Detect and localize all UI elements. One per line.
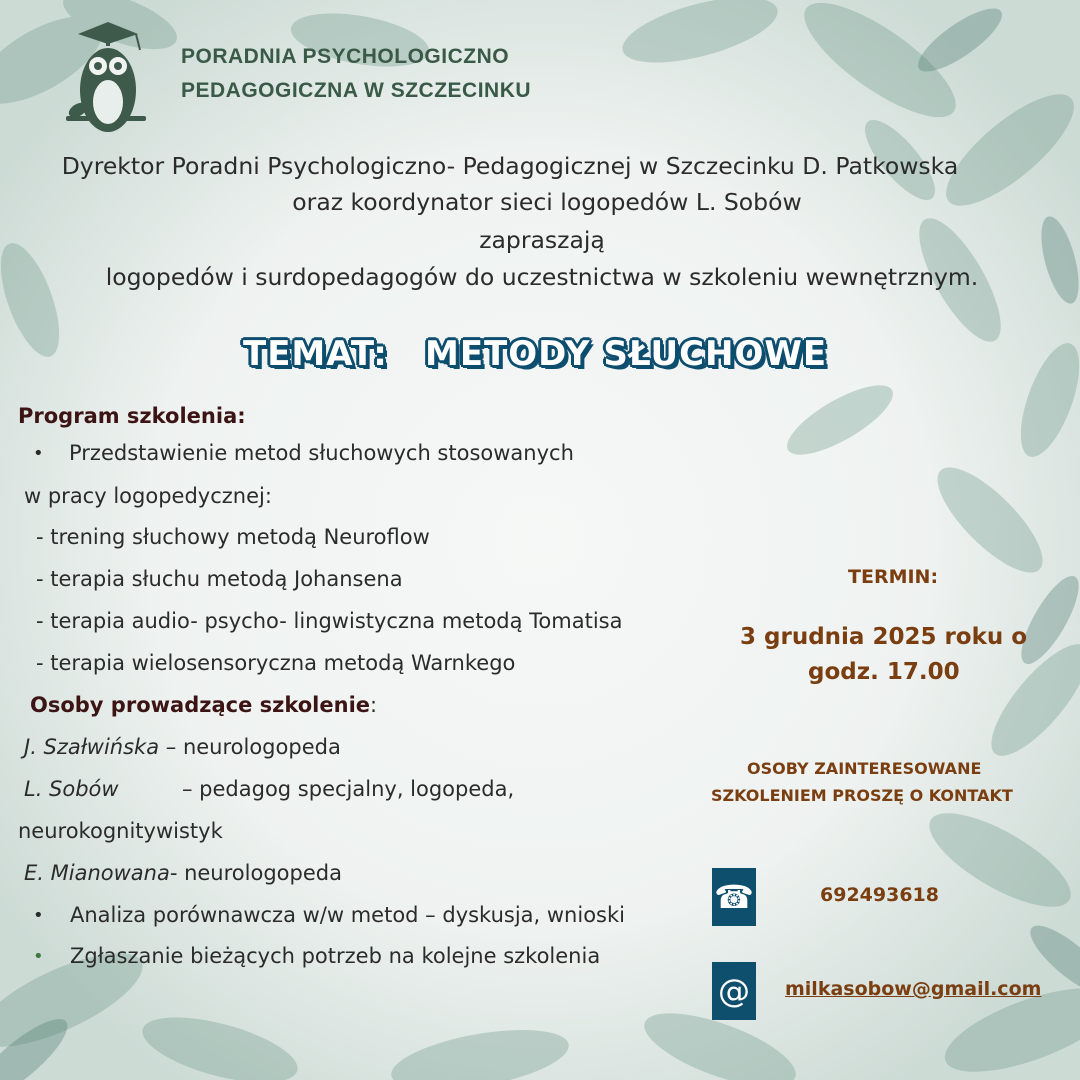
presenter-2-name-text: L. Sobów bbox=[24, 777, 119, 801]
bullet-1-icon: • bbox=[33, 443, 44, 464]
contact-line-1: OSOBY ZAINTERESOWANE bbox=[747, 759, 982, 778]
presenter-3-role: - neurologopeda bbox=[169, 861, 342, 885]
presenter-2-role-cont: neurokognitywistyk bbox=[18, 819, 223, 843]
phone-icon: ☎ bbox=[712, 868, 756, 926]
presenters-heading-colon: : bbox=[370, 693, 378, 717]
intro-line-3: zapraszają bbox=[479, 226, 605, 254]
bullet-3-icon: • bbox=[33, 946, 44, 967]
presenters-heading bbox=[30, 693, 377, 717]
termin-label: TERMIN: bbox=[848, 566, 939, 588]
email-icon: @ bbox=[712, 962, 756, 1020]
topic-label: TEMAT: bbox=[243, 334, 388, 374]
intro-line-4: logopedów i surdopedagogów do uczestnictwa w szkoleniu wewnętrznym. bbox=[105, 263, 979, 291]
termin-date-line-1: 3 grudnia 2025 roku o bbox=[740, 624, 1028, 650]
contact-line-2: SZKOLENIEM PROSZĘ O KONTAKT bbox=[711, 786, 1013, 805]
program-item-3: Zgłaszanie bieżących potrzeb na kolejne szkolenia bbox=[70, 944, 601, 968]
contact-email-link[interactable]: milkasobow@gmail.com bbox=[785, 978, 1042, 1000]
program-item-1b: w pracy logopedycznej: bbox=[24, 484, 272, 508]
presenter-1 bbox=[24, 735, 341, 759]
org-name-line-2: PEDAGOGICZNA W SZCZECINKU bbox=[181, 79, 532, 102]
bullet-2-icon: • bbox=[33, 905, 44, 926]
program-sub-1: - trening słuchowy metodą Neuroflow bbox=[36, 525, 430, 549]
program-item-1a: Przedstawienie metod słuchowych stosowanych bbox=[69, 441, 574, 465]
presenter-1-role: – neurologopeda bbox=[159, 735, 341, 759]
presenter-3-name: E. Mianowana bbox=[24, 861, 170, 885]
presenter-3 bbox=[24, 861, 342, 885]
presenter-2-role: – pedagog specjalny, logopeda, bbox=[182, 777, 515, 801]
program-sub-3: - terapia audio- psycho- lingwistyczna metodą Tomatisa bbox=[36, 609, 623, 633]
program-heading: Program szkolenia: bbox=[18, 404, 246, 428]
presenter-2-name bbox=[24, 777, 119, 801]
intro-line-1: Dyrektor Poradni Psychologiczno- Pedagogicznej w Szczecinku D. Patkowska bbox=[61, 152, 959, 180]
program-item-2: Analiza porównawcza w/w metod – dyskusja, wnioski bbox=[70, 903, 625, 927]
presenters-heading-text: Osoby prowadzące szkolenie bbox=[30, 693, 371, 717]
termin-date-line-2: godz. 17.00 bbox=[808, 659, 960, 685]
intro-line-2: oraz koordynator sieci logopedów L. Sobów bbox=[292, 188, 802, 216]
owl-logo-icon bbox=[58, 20, 150, 138]
topic-title: METODY SŁUCHOWE bbox=[425, 334, 828, 374]
program-sub-2: - terapia słuchu metodą Johansena bbox=[36, 567, 403, 591]
program-sub-4: - terapia wielosensoryczna metodą Warnkego bbox=[36, 651, 516, 675]
presenter-1-name: J. Szałwińska bbox=[24, 735, 160, 759]
org-name-line-1: PORADNIA PSYCHOLOGICZNO bbox=[181, 45, 510, 68]
contact-phone[interactable]: 692493618 bbox=[820, 884, 939, 906]
